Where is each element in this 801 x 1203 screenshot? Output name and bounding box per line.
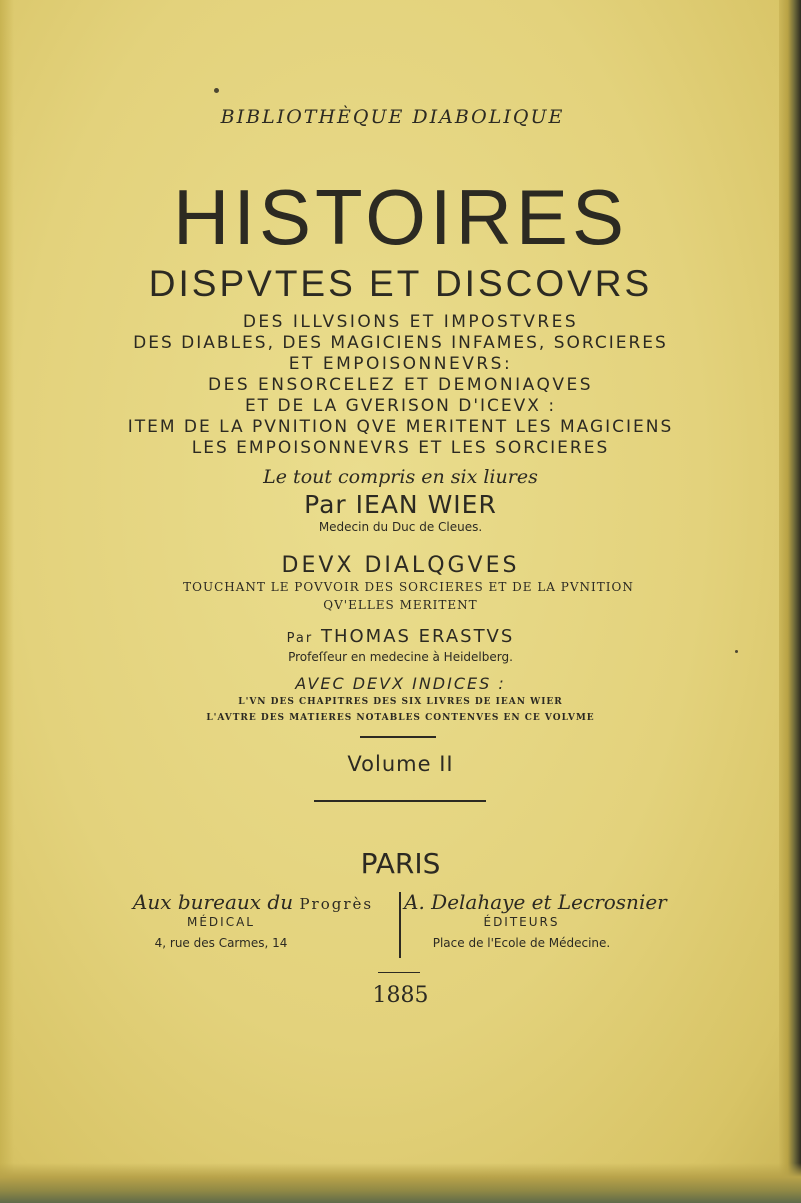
indices-heading: AVEC DEVX INDICES :: [295, 674, 506, 693]
series-title: BIBLIOTHÈQUE DIABOLIQUE: [220, 106, 565, 128]
volume-label: [0, 752, 801, 776]
publisher-left-name: [108, 890, 398, 914]
subtitle-line: DES ENSORCELEZ ET DEMONIAQVES: [207, 375, 593, 395]
dialogues-title: DEVX DIALQGVES: [281, 553, 520, 578]
author-prefix: Par: [286, 631, 314, 646]
author-line: [0, 490, 801, 519]
book-title: HISTOIRES: [173, 173, 628, 261]
city: PARIS: [360, 847, 441, 880]
column-separator: [399, 892, 401, 958]
contents-note: Le tout compris en six liures: [263, 466, 538, 488]
subtitle-line: ET EMPOISONNEVRS:: [288, 354, 513, 374]
author-role: Medecin du Duc de Cleues.: [318, 520, 483, 534]
publisher-right-name: A. Delahaye et Lecrosnier: [404, 890, 667, 914]
volume-word: Volume: [347, 752, 432, 776]
index-line: L'VN DES CHAPITRES DES SIX LIVRES DE IEAN WIER: [238, 697, 563, 707]
author-prefix: Par: [304, 490, 347, 519]
publisher-left-brand: Progrès: [299, 895, 374, 913]
index-line: L'AVTRE DES MATIERES NOTABLES CONTENVES EN CE VOLVME: [206, 713, 595, 723]
subtitle-line: LES EMPOISONNEVRS ET LES SORCIERES: [191, 438, 610, 458]
cover-bottom-edge: [0, 1163, 801, 1203]
author-name: IEAN WIER: [355, 490, 497, 519]
publisher-right-role: ÉDITEURS: [483, 915, 560, 929]
book-subtitle: DISPVTES ET DISCOVRS: [148, 263, 653, 304]
author-line: [0, 626, 801, 647]
subtitle-line: ITEM DE LA PVNITION QVE MERITENT LES MAGICIENS: [127, 417, 674, 437]
author-role: Profeſſeur en medecine à Heidelberg.: [288, 650, 513, 664]
author-name: THOMAS ERASTVS: [320, 626, 515, 647]
publisher-left-brand-line: MÉDICAL: [187, 915, 255, 929]
dialogues-subtitle: QV'ELLES MERITENT: [323, 598, 478, 612]
subtitle-line: DES ILLVSIONS ET IMPOSTVRES: [242, 312, 579, 332]
ink-spot: [214, 88, 219, 93]
publication-year: 1885: [372, 983, 429, 1008]
publisher-left-text: Aux bureaux du: [132, 890, 294, 914]
dialogues-subtitle: TOUCHANT LE POVVOIR DES SORCIERES ET DE LA PVNITION: [183, 580, 634, 594]
subtitle-line: DES DIABLES, DES MAGICIENS INFAMES, SORCIERES: [133, 333, 668, 353]
volume-number: II: [439, 752, 454, 776]
divider: [360, 736, 436, 738]
subtitle-line: ET DE LA GVERISON D'ICEVX :: [244, 396, 557, 416]
divider: [314, 800, 486, 802]
divider: [378, 972, 420, 973]
publisher-left-address: 4, rue des Carmes, 14: [154, 936, 288, 950]
publisher-right-address: Place de l'Ecole de Médecine.: [432, 936, 611, 950]
